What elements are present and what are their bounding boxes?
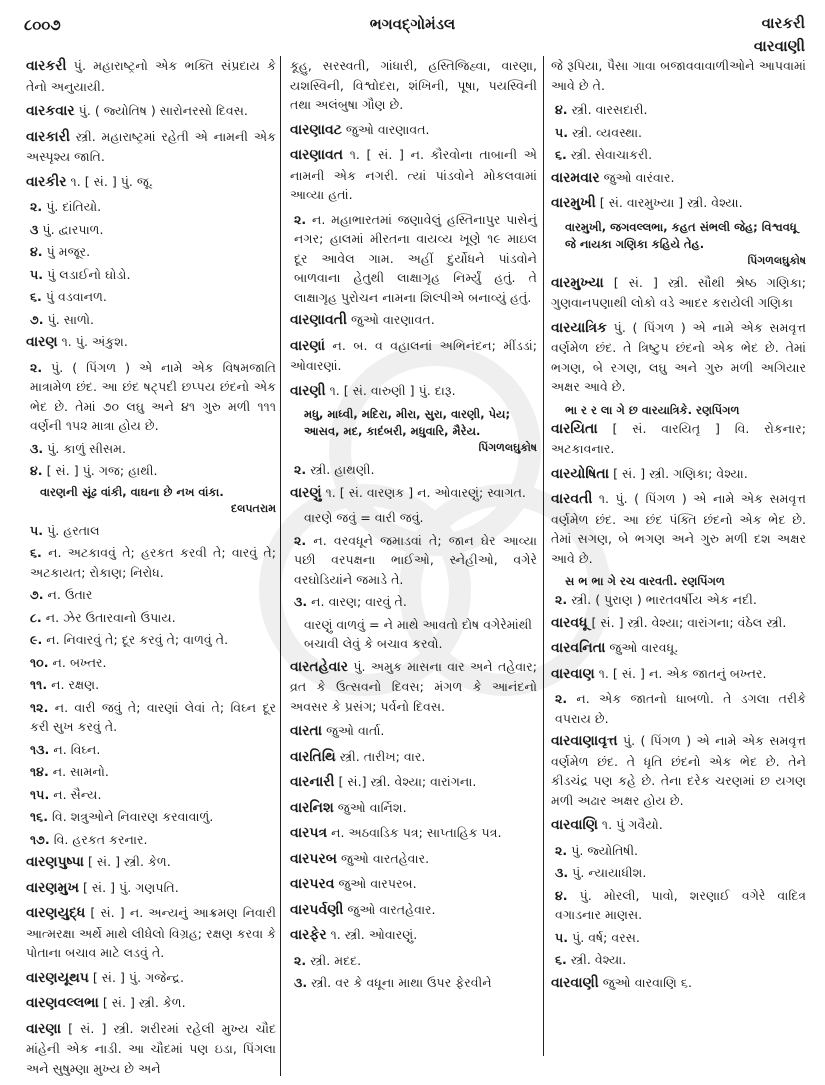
dictionary-entry: [290, 874, 537, 895]
sense-number: ૩.: [294, 975, 308, 990]
dictionary-entry: [290, 120, 537, 141]
sense-text: પું. દાંતિયો.: [42, 199, 102, 214]
sense-number: ૫.: [555, 124, 569, 140]
headword: વારફેર: [290, 927, 327, 943]
sense-item: [551, 590, 806, 610]
sense-item: [290, 210, 537, 308]
sense-item: [26, 762, 276, 782]
sense-number: ૯.: [30, 632, 43, 647]
sense-item: [551, 100, 806, 120]
headword: વારપરવ: [290, 876, 335, 892]
dictionary-entry: [551, 973, 806, 994]
sense-text: સ્ત્રી. સેવાચાકરી.: [566, 147, 653, 162]
dictionary-entry: [290, 772, 537, 793]
sense-number: ૧૧.: [30, 677, 48, 692]
sense-text: સ્ત્રી. હાથણી.: [306, 462, 375, 477]
definition-text: પું. ( પિંગળ ) એ નામે એક સમવૃત્ત વર્ણમેળ છંદ. તે ત્રિષ્ટુપ છંદનો એક ભેદ છે. તેમાં ભગણ, બે રગણ, લઘુ અને ગુરુ મળી અગિયાર અક્ષર આવે છે.: [551, 319, 806, 394]
sense-text: પું મજૂર.: [42, 244, 91, 259]
dictionary-entry: [290, 721, 537, 742]
dictionary-column-2: [290, 56, 537, 996]
headword: વારયોષિતા: [551, 465, 610, 482]
verse-quote: વારમુખી, જગવલ્લભા, કહત સંભલી જેહ; વિશ્વવધૂ જે નાયકા ગણિકા કહિયે તેહ.: [565, 219, 797, 251]
sense-number: ૩.: [294, 594, 308, 609]
sense-number: ૨.: [294, 462, 307, 477]
sense-text: ન. ઝેર ઉતારવાનો ઉપાય.: [41, 609, 176, 625]
sense-number: ૨.: [294, 952, 307, 968]
sense-item: [551, 689, 806, 728]
sense-number: ૨.: [294, 211, 307, 227]
dictionary-entry: [26, 127, 276, 167]
sense-item: [26, 543, 276, 582]
dictionary-entry: [551, 489, 806, 568]
sense-number: ૫.: [30, 522, 44, 538]
sense-item: [290, 951, 537, 971]
headword: વારણ: [26, 334, 58, 350]
sense-number: ૨.: [555, 691, 568, 706]
sense-text: ન. એક જાતનો ધાબળો. તે ડગલા તરીકે વપરાય છે.: [555, 691, 806, 726]
definition-text: પું. મહારાષ્ટ્રનો એક ભક્તિ સંપ્રદાય કે તેનો અનુયાયી.: [26, 58, 276, 94]
sense-number: ૫.: [555, 929, 569, 945]
sense-number: ૬.: [555, 952, 567, 967]
sense-text: સ્ત્રી. ( પુરાણ ) ભારતવર્ષીય એક નદી.: [567, 592, 757, 607]
sense-number: ૩: [30, 221, 39, 237]
sense-text: પું. જ્યોતિષી.: [567, 842, 639, 858]
definition-text: સ્ત્રી. મહારાષ્ટ્રમાં રહેતી એ નામની એક અસ્પૃશ્ય જાતિ.: [26, 128, 276, 164]
sense-number: ૨.: [30, 199, 43, 214]
dictionary-entry: [26, 172, 276, 193]
definition-text: [ સં. ] પું. ગણપતિ.: [79, 879, 179, 895]
guide-word-last: વારવાણી: [753, 37, 805, 55]
dictionary-entry: [551, 664, 806, 685]
sense-number: ૬.: [30, 289, 42, 304]
dictionary-entry: [290, 823, 537, 844]
sense-item: [26, 358, 276, 436]
sense-number: ૧૩.: [30, 741, 50, 757]
verse-quote: મધુ, માધ્વી, મદિરા, મીરા, સુરા, વારણી, પેય; આસવ, મદ, કાદંબરી, મધુવારિ, મૈરેય.: [304, 407, 511, 438]
sense-number: ૮.: [30, 609, 42, 625]
sense-text: [ સં. ] પું. ગજ; હાથી.: [42, 463, 158, 478]
definition-text: ૧. પું. અંકુશ.: [57, 334, 128, 349]
headword: વારવાણ: [551, 665, 595, 682]
dictionary-column-3: [551, 56, 806, 998]
headword: વારપર્વણી: [290, 901, 344, 918]
dictionary-entry: [290, 310, 537, 331]
sense-item: [26, 461, 276, 481]
headword: વારણવલ્લભા: [26, 995, 99, 1011]
sense-number: ૨.: [555, 842, 568, 858]
headword: વારકરી: [26, 58, 67, 74]
dictionary-entry: [551, 273, 806, 313]
continued-text: કૂહુ, સરસ્વતી, ગાંધારી, હસ્તિજિહ્વા, વારણા, યશસ્વિની, વિશ્વોદરા, શંખિની, પૂષા, પયસ્વિની તથા અલંબુષા ગૌણ છે.: [290, 58, 537, 112]
sense-text: પું. દ્વારપાળ.: [38, 221, 104, 237]
sense-item: [551, 950, 806, 970]
headword: વારમુખ્યા: [551, 274, 604, 291]
definition-text: જુઓ વારવાણિ ૬.: [598, 974, 692, 990]
dictionary-entry: [290, 483, 537, 504]
sense-text: ન. વિઘ્ન.: [49, 741, 101, 757]
column-divider: [543, 56, 544, 1056]
headword: વારણાવતી: [290, 312, 348, 328]
sense-item: [26, 220, 276, 240]
sense-number: ૪.: [30, 244, 43, 259]
sense-number: ૨.: [555, 592, 568, 607]
headword: વારતિથિ: [290, 748, 336, 765]
definition-text: જુઓ વારપરબ.: [334, 876, 417, 891]
sense-item: [551, 123, 806, 143]
sense-item: [26, 310, 276, 330]
definition-text: જુઓ વારતહેવાર.: [336, 850, 430, 866]
definition-text: [ સં. ] સ્ત્રી. સૌથી શ્રેષ્ઠ ગણિકા; ગુણવાનપણાથી લોકો વડે આદર કરાયેલી ગણિકા: [551, 274, 806, 310]
definition-text: જુઓ વારણાવત.: [341, 121, 430, 137]
sense-item: [551, 145, 806, 165]
dictionary-entry: [26, 993, 276, 1014]
page-header: [0, 0, 825, 55]
verse-quote: ભા ર ર લા ગે છ વારયાત્રિકે. રણપિંગળ: [565, 402, 740, 417]
dictionary-entry: [26, 878, 276, 899]
verse-quote: સ ભ ભા ગે રચ વારવતી. રણપિંગળ: [565, 574, 725, 588]
sense-number: ૧૨.: [30, 699, 49, 715]
headword: વારનિશ: [290, 799, 334, 816]
sense-text: ન. વારણ; વારવું તે.: [307, 594, 407, 609]
dictionary-entry: [26, 903, 276, 963]
sense-number: ૨.: [294, 532, 307, 548]
definition-text: જુઓ વારણાવત.: [347, 312, 435, 327]
page-number: ૮૦૦૭: [24, 16, 61, 34]
definition-text: જુઓ વાર્નિશ.: [333, 799, 407, 815]
definition-text: [ સં. વારમુખ્યા ] સ્ત્રી. વેશ્યા.: [595, 195, 743, 210]
definition-text: [ સં. ] સ્ત્રી. વેશ્યા; વારાંગના; વંઠેલ સ્ત્રી.: [587, 614, 787, 630]
idiom-example: વારણે જવું = વારી જવું.: [304, 510, 424, 525]
sense-number: ૨.: [30, 359, 43, 375]
sense-text: સ્ત્રી. વ્યવસ્થા.: [568, 124, 643, 140]
dictionary-entry: [26, 101, 276, 122]
dictionary-entry: [551, 168, 806, 189]
headword: વારણાવટ: [290, 121, 342, 138]
quote-source: પિંગળલઘુકોષ: [478, 441, 537, 454]
definition-text: [ સં. વારયિતૃ ] વિ. રોકનાર; અટકાવનાર.: [551, 420, 806, 456]
sense-item: [26, 585, 276, 605]
sense-item: [551, 886, 806, 925]
definition-text: સ્ત્રી. તારીખ; વાર.: [335, 748, 426, 764]
sense-number: ૭.: [30, 311, 44, 327]
headword: વારવતી: [551, 491, 593, 507]
headword: વારણપુષ્પા: [26, 854, 84, 870]
headword: વારણયુદ્ધ: [26, 905, 86, 921]
definition-text: જુઓ વારવધૂ.: [605, 640, 679, 655]
sense-text: ન. વરવધૂને જમાડવાં તે; જાન ઘેર આવ્યા પછી વરપક્ષના ભાઈઓ, સ્નેહીઓ, વગેરે વરઘોડિયાંને જમાડે તે.: [294, 532, 537, 587]
definition-text: પું. અમુક માસના વાર અને તહેવાર; વ્રત કે ઉત્સવનો દિવસ; મંગળ કે આનંદનો અવસર કે પ્રસંગ; પર્વનો દિવસ.: [290, 658, 537, 714]
sense-text: સ્ત્રી. મદદ.: [306, 952, 362, 968]
sense-text: પું. મોરલી, પાવો, શરણાઈ વગેરે વાદિત્ર વગાડનાર માણસ.: [555, 887, 806, 922]
sense-item: [290, 592, 537, 612]
definition-text: ૧. [ સં. ] પું. જૂ.: [66, 173, 153, 189]
sense-text: ન. સૈન્ય.: [49, 786, 102, 802]
headword: વારવાણી: [551, 974, 599, 991]
sense-text: પું. સાળો.: [43, 311, 94, 327]
sense-text: વિ. શત્રુઓને નિવારણ કરવાવાળું.: [48, 809, 214, 824]
dictionary-entry: [290, 798, 537, 819]
dictionary-entry: [290, 900, 537, 921]
definition-text: [ સં. ] સ્ત્રી. ગણિકા; વેશ્યા.: [609, 465, 748, 481]
sense-text: સ્ત્રી. વર કે વધૂના માથા ઉપર ફેરવીને: [307, 975, 492, 990]
sense-text: પું. ( પિંગળ ) એ નામે એક વિષમજાતિ માત્રામેળ છંદ. આ છંદ ષટ્પદી છપ્પય છંદનો એક ભેદ છે. તેમાં ૭૦ લઘુ અને ૪૧ ગુરુ મળી ૧૧૧ વર્ણની ૧૫૨ માત્રા હોય છે.: [30, 359, 276, 433]
dictionary-entry: [290, 381, 537, 402]
sense-number: ૪.: [30, 463, 43, 478]
definition-text: ૧. સ્ત્રી. ઓવારણું.: [326, 927, 418, 942]
definition-text: [ સં. ] સ્ત્રી. કેળ.: [98, 995, 186, 1010]
sense-number: ૩.: [555, 865, 569, 880]
dictionary-entry: [26, 1019, 276, 1079]
dictionary-entry: [551, 318, 806, 397]
definition-text: [ સં. ] પું. ગજેન્દ્ર.: [88, 969, 184, 985]
headword: વારમુખી: [551, 195, 596, 211]
definition-text: [ સં.] સ્ત્રી. વેશ્યા; વારાંગના.: [334, 774, 477, 789]
headword: વારણમુખ: [26, 879, 79, 896]
dictionary-entry: [551, 464, 806, 485]
sense-item: [26, 698, 276, 737]
dictionary-entry: [551, 815, 806, 836]
headword: વારકારી: [26, 128, 70, 145]
sense-number: ૪.: [555, 102, 568, 117]
headword: વારનારી: [290, 774, 335, 790]
headword: વારપત્ર: [290, 825, 328, 841]
sense-text: પું વડવાનળ.: [41, 289, 107, 304]
dictionary-entry: [26, 332, 276, 353]
sense-number: ૪.: [555, 887, 568, 903]
headword: વારપરબ: [290, 850, 337, 867]
definition-text: જુઓ વારતહેવાર.: [343, 901, 436, 917]
headword: વારતહેવાર: [290, 658, 349, 675]
sense-text: વિ. હરકત કરનાર.: [49, 831, 148, 847]
sense-number: ૫.: [30, 266, 44, 282]
dictionary-entry: [290, 849, 537, 870]
definition-text: જુઓ વાર્તા.: [322, 723, 385, 738]
sense-item: [26, 197, 276, 217]
sense-item: [26, 521, 276, 541]
headword: વારતા: [290, 723, 323, 739]
sense-text: ન. વારી જવું તે; વારણાં લેવાં તે; વિઘ્ન દૂર કરી સુખ કરવું તે.: [30, 699, 276, 734]
sense-number: ૧૦.: [30, 654, 49, 670]
dictionary-entry: [551, 419, 806, 459]
headword: વારકવાર: [26, 103, 75, 119]
definition-text: [ સં. ] સ્ત્રી. શરીરમાં રહેલી મુખ્ય ચૌદ માંહેની એક નાડી. આ ચૌદમાં પણ ઇડા, પિંગલા અને સુષુમ્ણા મુખ્ય છે અને: [26, 1020, 276, 1076]
headword: વારણી: [290, 382, 326, 399]
sense-item: [26, 653, 276, 673]
headword: વારયાત્રિક: [551, 319, 607, 336]
headword: વારણું: [290, 484, 322, 501]
dictionary-entry: [290, 747, 537, 768]
quote-source: પિંગળલઘુકોષ: [747, 253, 806, 267]
sense-item: [551, 841, 806, 861]
sense-text: પું. કાળું સીસમ.: [43, 440, 127, 456]
definition-text: પું. ( પિંગળ ) એ નામે એક સમવૃત્ત વર્ણમેળ છંદ. તે ધૃતિ છંદનો એક ભેદ છે. તેને કીડચંદ્ર પણ કહે છે. તેના દરેક ચરણમાં છ યગણ મળી અઢાર અક્ષર હોય છે.: [551, 733, 806, 808]
sense-item: [26, 830, 276, 850]
sense-text: પું. હરતાલ: [43, 522, 100, 538]
headword: વારવનિતા: [551, 640, 606, 656]
sense-text: ન. બખ્તર.: [48, 654, 107, 670]
sense-number: ૧૭.: [30, 831, 50, 847]
definition-text: ૧. [ સં. ] ન. એક જાતનું બખ્તર.: [594, 665, 767, 681]
sense-item: [290, 460, 537, 480]
sense-number: ૧૬.: [30, 809, 49, 824]
sense-item: [26, 265, 276, 285]
sense-number: ૩.: [30, 440, 44, 456]
guide-word-first: વારકરી: [761, 14, 805, 32]
definition-text: ૧. પું ગવૈયો.: [597, 817, 663, 832]
headword: વારણાં: [290, 337, 326, 354]
column-divider: [280, 56, 281, 1076]
sense-text: ન. અટકાવવું તે; હરકત કરવી તે; વારવું તે; અટકાયત; રોકાણ; નિરોધ.: [30, 545, 276, 580]
headword: વારવાણિ: [551, 817, 598, 833]
headword: વારવધૂ: [551, 614, 588, 631]
sense-text: ન. સામનો.: [48, 764, 109, 779]
sense-item: [26, 675, 276, 695]
sense-number: ૧૪.: [30, 764, 49, 779]
headword: વારમવાર: [551, 169, 600, 186]
sense-item: [26, 630, 276, 650]
sense-item: [26, 287, 276, 307]
dictionary-column-1: [26, 56, 276, 1083]
sense-text: સ્ત્રી. વેશ્યા.: [566, 952, 627, 967]
dictionary-entry: [290, 336, 537, 376]
headword: વારણા: [26, 1020, 62, 1037]
dictionary-entry: [551, 193, 806, 214]
definition-text: [ સં. ] ન. અન્યનું આક્રમણ નિવારી આત્મરક્ષા અર્થે માથે લીધેલો વિગ્રહ; રક્ષણ કરવા કે પોતાના બચાવ માટે લડવું તે.: [26, 905, 276, 960]
sense-item: [290, 973, 537, 993]
sense-text: પું લડાઈનો ઘોડો.: [43, 266, 131, 282]
sense-item: [26, 608, 276, 628]
definition-text: ૧. [ સં. ] ન. કૌરવોના તાબાની એ નામની એક નગરી. ત્યાં પાંડવોને મોકલવામાં આવ્યા હતાં.: [290, 147, 537, 202]
dictionary-entry: [290, 925, 537, 946]
dictionary-entry: [290, 657, 537, 717]
dictionary-entry: [26, 968, 276, 989]
sense-text: પું. વર્ષ; વરસ.: [568, 929, 640, 945]
idiom-example: વારણું વાળવું = ને માથે આવતો દોષ વગેરેમાંથી બચાવી લેવું કે બચાવ કરવો.: [304, 616, 532, 651]
sense-text: પું. ન્યાયાધીશ.: [568, 865, 647, 880]
definition-text: પું. ( જ્યોતિષ ) સારોનરસો દિવસ.: [74, 103, 248, 118]
dictionary-entry: [551, 613, 806, 634]
sense-item: [26, 439, 276, 459]
definition-text: ન. બ. વ વહાલનાં અભિનંદન; મીંડડાં; ઓવારણાં.: [290, 337, 537, 373]
headword: વારણાવત: [290, 147, 344, 163]
headword: વારકીર: [26, 173, 67, 190]
sense-text: સ્ત્રી. વારસદારી.: [567, 102, 648, 117]
headword: વારયિતા: [551, 420, 598, 437]
sense-number: ૬.: [30, 545, 42, 560]
sense-text: ન. રક્ષણ.: [47, 677, 100, 692]
sense-item: [551, 863, 806, 883]
sense-text: ન. ઉતાર: [43, 587, 93, 602]
sense-item: [26, 242, 276, 262]
definition-text: ન. અઠવાડિક પત્ર; સાપ્તાહિક પત્ર.: [327, 825, 502, 840]
definition-text: [ સં. ] સ્ત્રી. કેળ.: [83, 854, 171, 869]
headword: વારણયૂથપ: [26, 969, 89, 986]
definition-text: ૧. [ સં. વારણક ] ન. ઓવારણું; સ્વાગત.: [321, 484, 526, 500]
sense-number: ૭.: [30, 587, 44, 602]
definition-text: ૧. [ સં. વારુણી ] પું. દારૂ.: [325, 382, 456, 398]
dictionary-entry: [26, 56, 276, 96]
sense-number: ૧૫.: [30, 786, 50, 802]
definition-text: ૧. પું. ( પિંગળ ) એ નામે એક સમવૃત્ત વર્ણમેળ છંદ. આ છંદ પંક્તિ છંદનો એક ભેદ છે. તેમાં સગણ, બે ભગણ અને ગુરુ મળી દશ અક્ષર આવે છે.: [551, 491, 806, 566]
sense-text: ન. મહાભારતમાં જણાવેલું હસ્તિનાપુર પાસેનું નગર; હાલમાં મીરતના વાયવ્ય ખૂણે ૧૯ માઇલ દૂર આવેલ ગામ. અહીં દુર્યોધને પાંડવોને બાળવાના હેતુથી લાક્ષાગૃહ નિર્મ્યું હતું. તે લાક્ષાગૃહ પુરોચન નામના શિલ્પીએ બનાવ્યું હતું.: [294, 211, 537, 305]
verse-quote: વારણની સૂંઢ વાંકી, વાઘના છે નખ વાંકા.: [40, 484, 224, 499]
sense-item: [290, 531, 537, 590]
sense-item: [26, 785, 276, 805]
dictionary-entry: [551, 731, 806, 810]
sense-item: [26, 740, 276, 760]
continued-text: જે રૂપિયા, પૈસા ગાવા બજાવવાવાળીઓને આપવામાં આવે છે તે.: [551, 58, 806, 93]
running-title: ભગવદ્ગોમંડલ: [369, 15, 456, 33]
sense-item: [551, 928, 806, 948]
dictionary-entry: [26, 852, 276, 873]
definition-text: જુઓ વારંવાર.: [599, 169, 675, 185]
dictionary-entry: [290, 145, 537, 205]
headword: વારવાણાવૃત્ત: [551, 733, 618, 749]
sense-number: ૬.: [555, 147, 567, 162]
quote-source: દલપતરામ: [230, 501, 276, 515]
dictionary-entry: [551, 638, 806, 659]
sense-text: ન. નિવારવું તે; દૂર કરવું તે; વાળવું તે.: [42, 632, 229, 647]
sense-item: [26, 807, 276, 827]
